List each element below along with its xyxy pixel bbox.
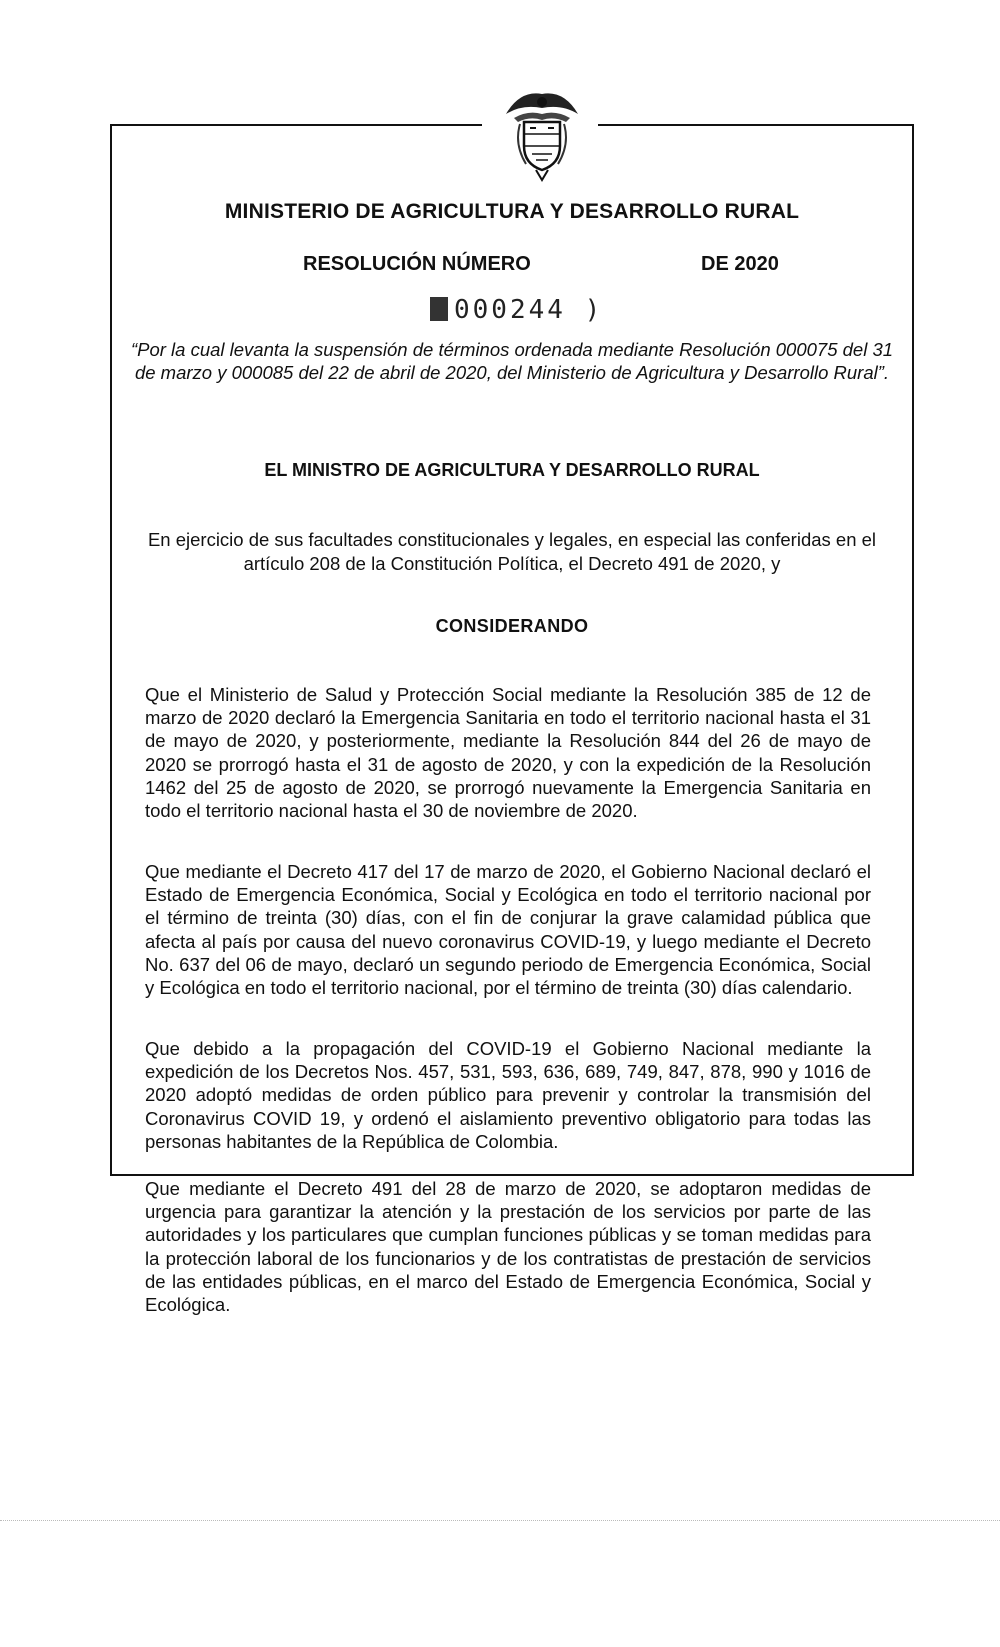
resolution-number-value: 000244 ) — [454, 295, 604, 325]
resolution-year-label: DE 2020 — [701, 253, 779, 275]
considerando-paragraph-2: Que mediante el Decreto 417 del 17 de marzo de 2020, el Gobierno Nacional declaró el Estado de Emergencia Económica, Social y Ecológica en todo el territorio nacional por el término de treinta (30) días, con el fin de conjurar la grave calamidad pública que afecta al país por causa del nuevo coronavirus COVID-19, y luego mediante el Decreto No. 637 del 06 de mayo, declaró un segundo periodo de Emergencia Económica, Social y Ecológica en todo el territorio nacional, por el término de treinta (30) días calendario. — [145, 861, 871, 999]
considerando-paragraph-4: Que mediante el Decreto 491 del 28 de marzo de 2020, se adoptaron medidas de urgencia para garantizar la atención y la prestación de los servicios por parte de las autoridades y los particulares que cumplan funciones públicas y se toman medidas para la protección laboral de los funcionarios y de los contratistas de prestación de servicios de las entidades públicas, en el marco del Estado de Emergencia Económica, Social y Ecológica. — [145, 1178, 871, 1316]
resolution-number-stamp — [430, 295, 603, 325]
page-fold-line — [0, 1520, 1000, 1521]
stamp-mark — [430, 297, 448, 321]
ministry-heading: MINISTERIO DE AGRICULTURA Y DESARROLLO RURAL — [224, 200, 800, 223]
considerando-paragraph-3: Que debido a la propagación del COVID-19 el Gobierno Nacional mediante la expedición de los Decretos Nos. 457, 531, 593, 636, 689, 749, 847, 878, 990 y 1016 de 2020 adoptó medidas de orden público para prevenir y controlar la transmisión del Coronavirus COVID 19, y ordenó el aislamiento preventivo obligatorio para todas las personas habitantes de la República de Colombia. — [145, 1038, 871, 1152]
document-frame — [110, 124, 914, 1176]
legal-basis-paragraph: En ejercicio de sus facultades constitucionales y legales, en especial las conferidas en el artículo 208 de la Constitución Política, el Decreto 491 de 2020, y — [147, 529, 877, 574]
resolution-number-label: RESOLUCIÓN NÚMERO — [303, 253, 531, 275]
considerando-paragraph-1: Que el Ministerio de Salud y Protección Social mediante la Resolución 385 de 12 de marzo de 2020 declaró la Emergencia Sanitaria en todo el territorio nacional hasta el 31 de mayo de 2020, y posteriormente, mediante la Resolución 844 del 26 de mayo de 2020 se prorrogó hasta el 31 de agosto de 2020, y con la expedición de la Resolución 1462 del 25 de agosto de 2020, se prorrogó nuevamente la Emergencia Sanitaria en todo el territorio nacional hasta el 30 de noviembre de 2020. — [145, 684, 871, 822]
minister-title: EL MINISTRO DE AGRICULTURA Y DESARROLLO RURAL — [264, 460, 760, 480]
considerando-heading: CONSIDERANDO — [435, 616, 589, 636]
coat-of-arms-icon — [500, 84, 584, 184]
resolution-subject: “Por la cual levanta la suspensión de términos ordenada mediante Resolución 000075 del 31 de marzo y 000085 del 22 de abril de 2020, del Ministerio de Agricultura y Desarrollo Rural”. — [130, 339, 894, 383]
